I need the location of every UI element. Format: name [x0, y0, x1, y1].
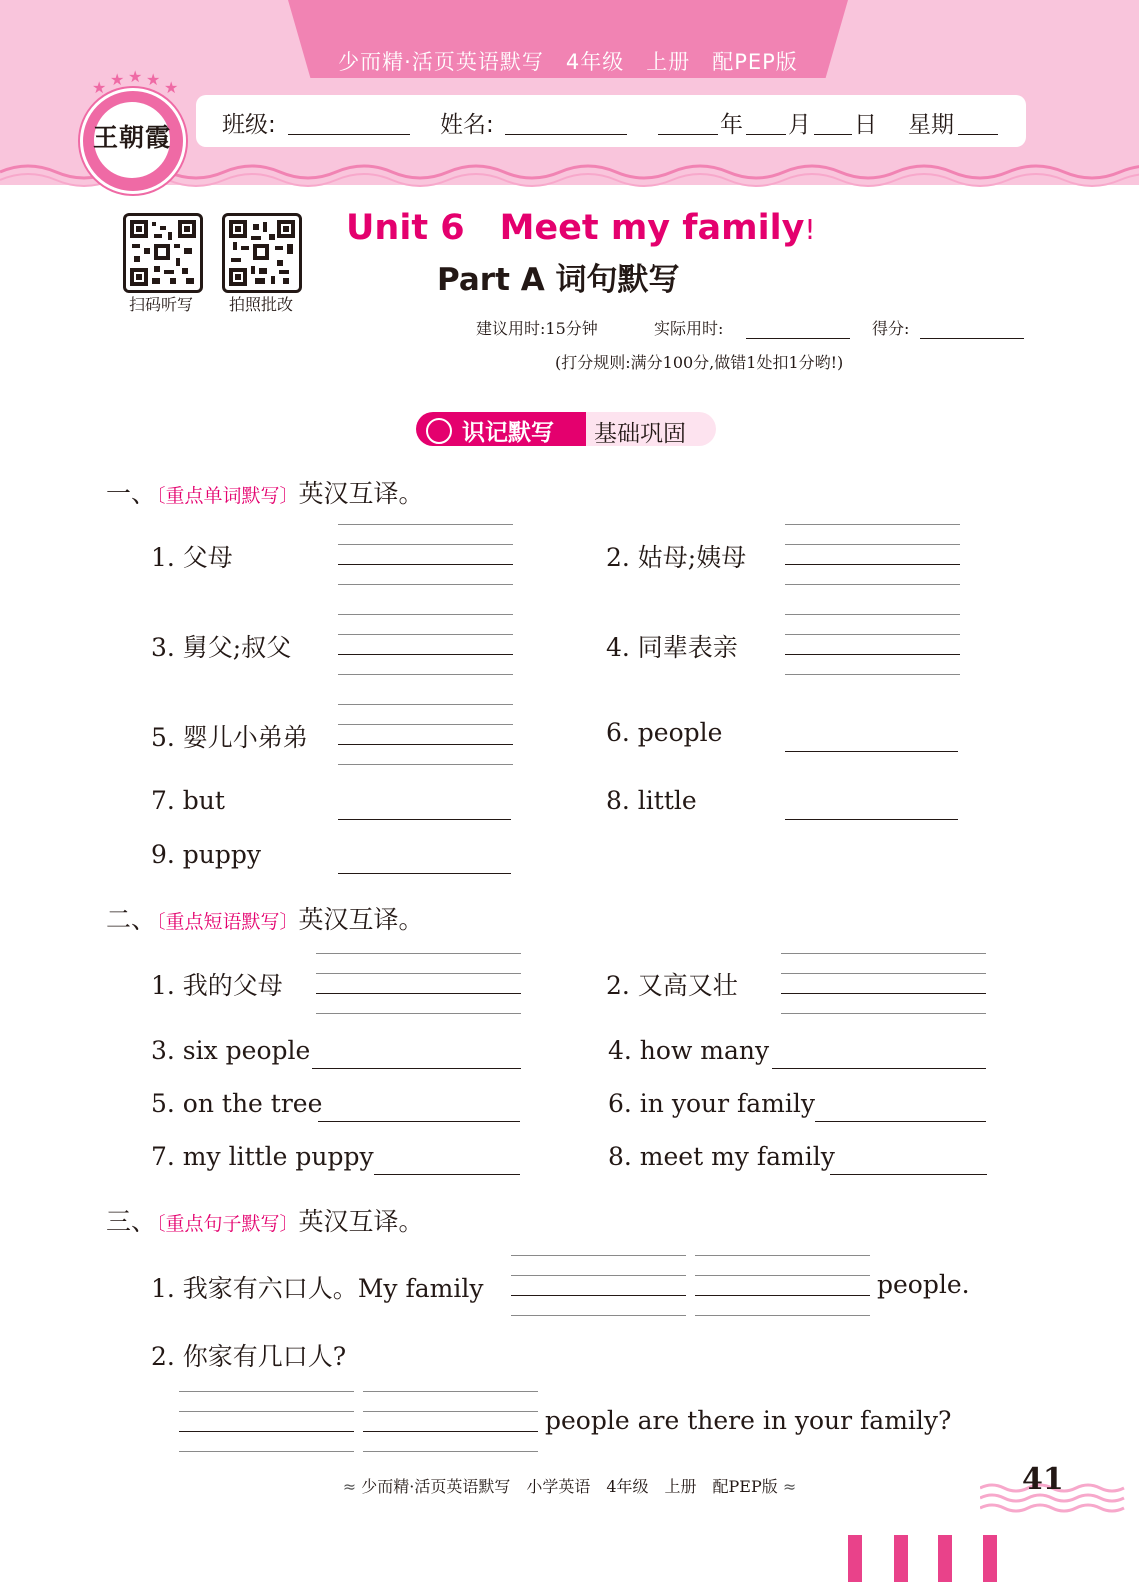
- writing-guide: [316, 1013, 521, 1014]
- banner-sub: 基础巩固: [594, 421, 686, 447]
- section2-num: 二、: [106, 905, 157, 934]
- qr-code-photo[interactable]: [222, 213, 302, 293]
- star-icon: ★: [146, 70, 161, 89]
- writing-guide: [179, 1391, 354, 1392]
- score-field[interactable]: [920, 338, 1024, 339]
- s3-q2-chinese: 2. 你家有几口人?: [151, 1342, 347, 1371]
- s2-item-8: 8. meet my family: [608, 1142, 835, 1171]
- writing-guide: [338, 524, 513, 525]
- footer-text: 少而精·活页英语默写 小学英语 4年级 上册 配PEP版: [361, 1477, 778, 1496]
- edge-bar: [848, 1535, 862, 1582]
- actual-time-label: 实际用时:: [654, 319, 724, 338]
- s1-answer-3[interactable]: [338, 654, 513, 655]
- writing-guide: [338, 634, 513, 635]
- section1-num: 一、: [106, 479, 157, 508]
- s3-q2-blank-2[interactable]: [363, 1431, 538, 1432]
- s3-q1-blank-2[interactable]: [695, 1295, 870, 1296]
- writing-guide: [695, 1275, 870, 1276]
- s2-item-3: 3. six people: [151, 1036, 311, 1065]
- writing-guide: [316, 953, 521, 954]
- suggested-time: 建议用时:15分钟: [476, 319, 598, 338]
- writing-guide: [338, 704, 513, 705]
- writing-guide: [785, 544, 960, 545]
- day-label: 日: [854, 112, 877, 138]
- page-number: 41: [1022, 1462, 1064, 1497]
- writing-guide: [363, 1411, 538, 1412]
- s3-q1-suffix: people.: [877, 1270, 970, 1299]
- section2-title: 英汉互译。: [298, 905, 424, 934]
- s1-answer-2[interactable]: [785, 564, 960, 565]
- writing-guide: [781, 953, 986, 954]
- qr-code-listen[interactable]: [123, 213, 203, 293]
- writing-guide: [785, 634, 960, 635]
- s2-item-7: 7. my little puppy: [151, 1142, 374, 1171]
- edge-bar: [894, 1535, 908, 1582]
- section3-tag: 〔重点句子默写〕: [156, 1213, 299, 1235]
- writing-guide: [338, 614, 513, 615]
- month-field[interactable]: [746, 134, 786, 135]
- s1-item-7: 7. but: [151, 786, 225, 815]
- section2-heading: [106, 900, 424, 936]
- medal-icon: [426, 418, 452, 444]
- writing-guide: [511, 1275, 686, 1276]
- scoring-rules: (打分规则:满分100分,做错1处扣1分哟!): [555, 353, 844, 372]
- month-label: 月: [788, 112, 811, 138]
- year-label: 年: [720, 112, 743, 138]
- writing-guide: [785, 674, 960, 675]
- s3-q2-suffix: people are there in your family?: [545, 1406, 952, 1435]
- star-icon: ★: [128, 67, 143, 86]
- s3-q1-prefix: My family: [357, 1274, 484, 1303]
- star-icon: ★: [92, 78, 107, 97]
- writing-guide: [781, 1013, 986, 1014]
- writing-guide: [695, 1255, 870, 1256]
- s1-item-4: 4. 同辈表亲: [606, 633, 738, 662]
- star-icon: ★: [110, 70, 125, 89]
- s3-q1: [151, 1269, 483, 1305]
- s2-answer-3[interactable]: [312, 1068, 521, 1069]
- wave-left-icon: ≈: [342, 1477, 357, 1496]
- writing-guide: [511, 1255, 686, 1256]
- s2-item-2: 2. 又高又壮: [606, 971, 738, 1000]
- writing-guide: [781, 973, 986, 974]
- writing-guide: [338, 544, 513, 545]
- star-icon: ★: [164, 78, 179, 97]
- s2-item-4: 4. how many: [608, 1036, 770, 1065]
- section3-title: 英汉互译。: [298, 1207, 424, 1236]
- series-title: 少而精·活页英语默写 4年级 上册 配PEP版: [338, 50, 798, 74]
- s1-answer-7[interactable]: [338, 819, 511, 820]
- weekday-label: 星期: [908, 112, 954, 138]
- wave-right-icon: ≈: [782, 1477, 797, 1496]
- writing-guide: [511, 1315, 686, 1316]
- section1-tag: 〔重点单词默写〕: [156, 485, 299, 507]
- unit-title-punct: !: [804, 213, 816, 246]
- writing-guide: [785, 584, 960, 585]
- s3-q1-blank-1[interactable]: [511, 1295, 686, 1296]
- student-info-box: [196, 95, 1026, 147]
- s1-answer-1[interactable]: [338, 564, 513, 565]
- s1-item-2: 2. 姑母;姨母: [606, 543, 747, 572]
- score-label: 得分:: [872, 319, 910, 338]
- writing-guide: [179, 1451, 354, 1452]
- s2-answer-4[interactable]: [772, 1068, 986, 1069]
- banner-main: 识记默写: [462, 420, 554, 446]
- writing-guide: [785, 614, 960, 615]
- writing-guide: [338, 764, 513, 765]
- writing-guide: [338, 584, 513, 585]
- s2-item-1: 1. 我的父母: [151, 971, 283, 1000]
- s1-answer-8[interactable]: [785, 819, 958, 820]
- s1-answer-9[interactable]: [338, 873, 511, 874]
- actual-time-field[interactable]: [746, 338, 850, 339]
- s1-item-5: 5. 婴儿小弟弟: [151, 723, 308, 752]
- s1-item-1: 1. 父母: [151, 543, 233, 572]
- edge-bar: [938, 1535, 952, 1582]
- section2-tag: 〔重点短语默写〕: [156, 911, 299, 933]
- unit-title-text: Unit 6 Meet my family: [346, 208, 805, 248]
- section1-title: 英汉互译。: [298, 479, 424, 508]
- section3-num: 三、: [106, 1207, 157, 1236]
- s2-answer-8[interactable]: [830, 1174, 987, 1175]
- class-label: 班级:: [222, 112, 276, 138]
- s1-answer-6[interactable]: [785, 751, 958, 752]
- qr-pattern-icon: [229, 220, 295, 286]
- qr-label-photo: 拍照批改: [228, 295, 293, 314]
- s2-item-6: 6. in your family: [608, 1089, 815, 1118]
- s2-answer-7[interactable]: [374, 1174, 520, 1175]
- s2-answer-2[interactable]: [781, 993, 986, 994]
- name-field[interactable]: [505, 134, 627, 135]
- s3-q2-blank-1[interactable]: [179, 1431, 354, 1432]
- s2-item-5: 5. on the tree: [151, 1089, 323, 1118]
- writing-guide: [338, 674, 513, 675]
- qr-label-listen: 扫码听写: [128, 295, 193, 314]
- writing-guide: [363, 1391, 538, 1392]
- section1-heading: [106, 474, 424, 510]
- writing-guide: [695, 1315, 870, 1316]
- s1-item-9: 9. puppy: [151, 840, 262, 869]
- s2-answer-5[interactable]: [318, 1121, 520, 1122]
- s2-answer-1[interactable]: [316, 993, 521, 994]
- writing-guide: [785, 524, 960, 525]
- footer: [0, 1474, 1139, 1497]
- writing-guide: [316, 973, 521, 974]
- s3-q1-chinese: 1. 我家有六口人。: [151, 1274, 358, 1303]
- logo-text: 王朝霞: [92, 123, 171, 152]
- edge-bar: [983, 1535, 997, 1582]
- writing-guide: [338, 724, 513, 725]
- s1-item-6: 6. people: [606, 718, 723, 747]
- s1-answer-5[interactable]: [338, 744, 513, 745]
- s1-item-8: 8. little: [606, 786, 697, 815]
- writing-guide: [179, 1411, 354, 1412]
- writing-guide: [363, 1451, 538, 1452]
- section3-heading: [106, 1202, 424, 1238]
- name-label: 姓名:: [440, 112, 494, 138]
- part-title: Part A 词句默写: [437, 262, 680, 298]
- class-field[interactable]: [288, 134, 410, 135]
- unit-title: [346, 200, 816, 250]
- qr-pattern-icon: [130, 220, 196, 286]
- s2-answer-6[interactable]: [815, 1121, 986, 1122]
- s1-item-3: 3. 舅父;叔父: [151, 633, 292, 662]
- s1-answer-4[interactable]: [785, 654, 960, 655]
- day-field[interactable]: [814, 134, 852, 135]
- year-field[interactable]: [658, 134, 718, 135]
- weekday-field[interactable]: [958, 134, 998, 135]
